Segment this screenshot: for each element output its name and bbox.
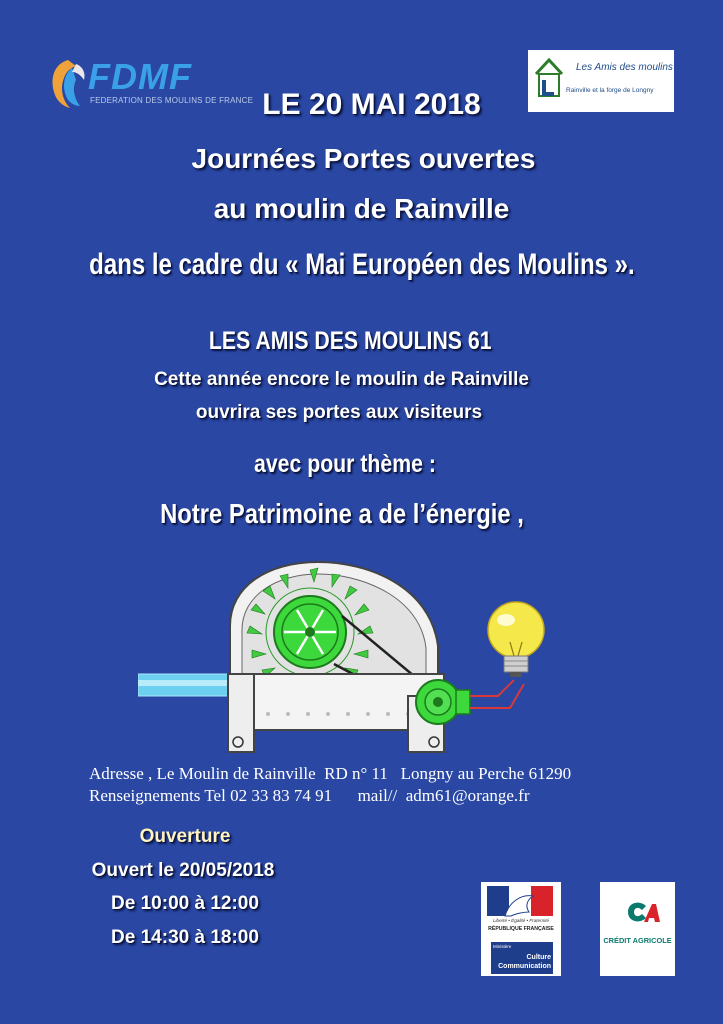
- credit-agricole-icon: [600, 882, 675, 976]
- address: Adresse , Le Moulin de Rainville RD n° 11 Longny au Perche 61290: [89, 764, 572, 783]
- opening-afternoon: De 14:30 à 18:00: [111, 927, 259, 948]
- credit-agricole-logo: [600, 882, 675, 976]
- ca-name: CRÉDIT AGRICOLE: [603, 936, 672, 945]
- event-context-text: dans le cadre du « Mai Européen des Moulins ».: [88, 248, 635, 281]
- wire-red: [470, 680, 514, 696]
- turbine-illustration: [138, 556, 558, 758]
- rf-name: RÉPUBLIQUE FRANÇAISE: [488, 926, 554, 932]
- generator: [416, 680, 470, 724]
- fdmf-subtitle: FEDERATION DES MOULINS DE FRANCE: [90, 96, 254, 105]
- opening-title: Ouverture: [139, 826, 231, 847]
- theme-title-text: Notre Patrimoine a de l’énergie ,: [159, 498, 524, 529]
- contact-info: Renseignements Tel 02 33 83 74 91 mail// adm61@orange.fr: [89, 786, 530, 805]
- intro-line-2: ouvrira ses portes aux visiteurs: [195, 402, 483, 423]
- intro-line-1: Cette année encore le moulin de Rainville: [154, 369, 529, 390]
- event-date: LE 20 MAI 2018: [262, 88, 481, 121]
- theme-intro-text: avec pour thème :: [253, 450, 436, 478]
- republique-francaise-logo: [481, 882, 561, 976]
- theme-title: [0, 498, 683, 530]
- event-title: Journées Portes ouvertes: [191, 143, 536, 174]
- association-name: [0, 327, 700, 356]
- rf-communication: Communication: [498, 963, 551, 970]
- rf-motto: Liberté • Égalité • Fraternité: [492, 918, 550, 923]
- rf-culture: Culture: [526, 954, 551, 961]
- amis-title: Les Amis des moulins: [576, 62, 673, 73]
- opening-morning: De 10:00 à 12:00: [111, 893, 259, 914]
- event-place: au moulin de Rainville: [213, 193, 510, 224]
- opening-date: Ouvert le 20/05/2018: [91, 860, 275, 881]
- left-leg: [228, 674, 254, 752]
- theme-intro: [0, 450, 689, 479]
- light-bulb-icon: [488, 602, 544, 677]
- association-name-text: LES AMIS DES MOULINS 61: [208, 327, 492, 355]
- amis-subtitle: Rainville et la forge de Longny: [566, 87, 654, 94]
- rf-ministere: Ministère: [493, 944, 512, 949]
- water-pipe-highlight: [138, 680, 238, 686]
- event-context: [0, 248, 723, 282]
- fdmf-brand: FDMF: [88, 56, 192, 97]
